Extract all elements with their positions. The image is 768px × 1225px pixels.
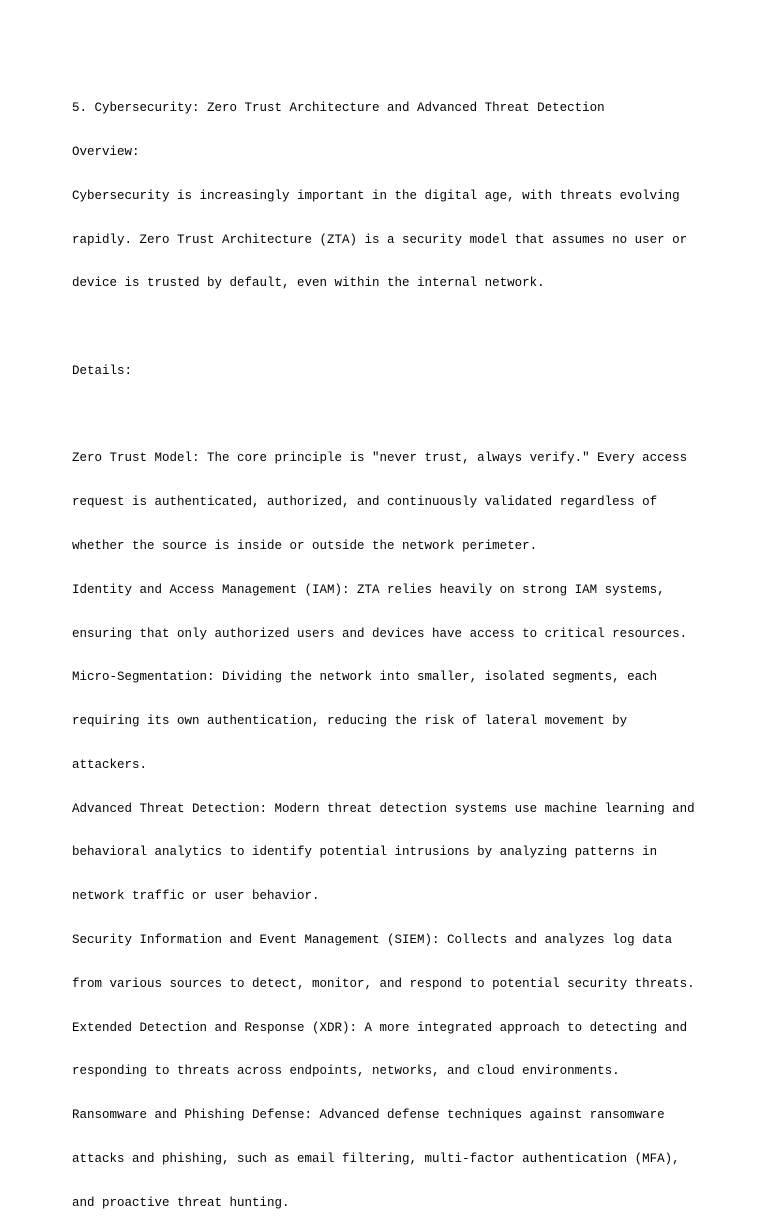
blank-line bbox=[72, 408, 712, 423]
details-line: network traffic or user behavior. bbox=[72, 889, 320, 904]
details-line: attacks and phishing, such as email filtering, multi-factor authentication (MFA), bbox=[72, 1151, 680, 1166]
details-line: Advanced Threat Detection: Modern threat detection systems use machine learning and bbox=[72, 801, 695, 816]
details-line: ensuring that only authorized users and devices have access to critical resources. bbox=[72, 626, 688, 641]
overview-label: Overview: bbox=[72, 144, 140, 159]
overview-line: device is trusted by default, even within the internal network. bbox=[72, 276, 545, 291]
overview-line: Cybersecurity is increasingly important in the digital age, with threats evolving bbox=[72, 188, 680, 203]
details-line: from various sources to detect, monitor, and respond to potential security threats. bbox=[72, 976, 695, 991]
details-line: Extended Detection and Response (XDR): A more integrated approach to detecting and bbox=[72, 1020, 688, 1035]
details-line: requiring its own authentication, reducing the risk of lateral movement by bbox=[72, 714, 628, 729]
details-line: responding to threats across endpoints, networks, and cloud environments. bbox=[72, 1064, 620, 1079]
details-line: behavioral analytics to identify potential intrusions by analyzing patterns in bbox=[72, 845, 658, 860]
details-line: Micro-Segmentation: Dividing the network into smaller, isolated segments, each bbox=[72, 670, 658, 685]
blank-line bbox=[72, 320, 712, 335]
document-page bbox=[72, 72, 712, 1225]
details-line: and proactive threat hunting. bbox=[72, 1195, 290, 1210]
document-heading: 5. Cybersecurity: Zero Trust Architecture and Advanced Threat Detection bbox=[72, 101, 605, 116]
details-line: Security Information and Event Management (SIEM): Collects and analyzes log data bbox=[72, 933, 673, 948]
details-line: Identity and Access Management (IAM): ZTA relies heavily on strong IAM systems, bbox=[72, 582, 665, 597]
details-line: attackers. bbox=[72, 757, 148, 772]
details-line: Ransomware and Phishing Defense: Advanced defense techniques against ransomware bbox=[72, 1108, 665, 1123]
details-line: whether the source is inside or outside the network perimeter. bbox=[72, 539, 538, 553]
details-label: Details: bbox=[72, 363, 133, 378]
details-line: Zero Trust Model: The core principle is "never trust, always verify." Every access bbox=[72, 451, 688, 466]
details-line: request is authenticated, authorized, and continuously validated regardless of bbox=[72, 495, 658, 510]
overview-line: rapidly. Zero Trust Architecture (ZTA) is a security model that assumes no user or bbox=[72, 232, 688, 247]
